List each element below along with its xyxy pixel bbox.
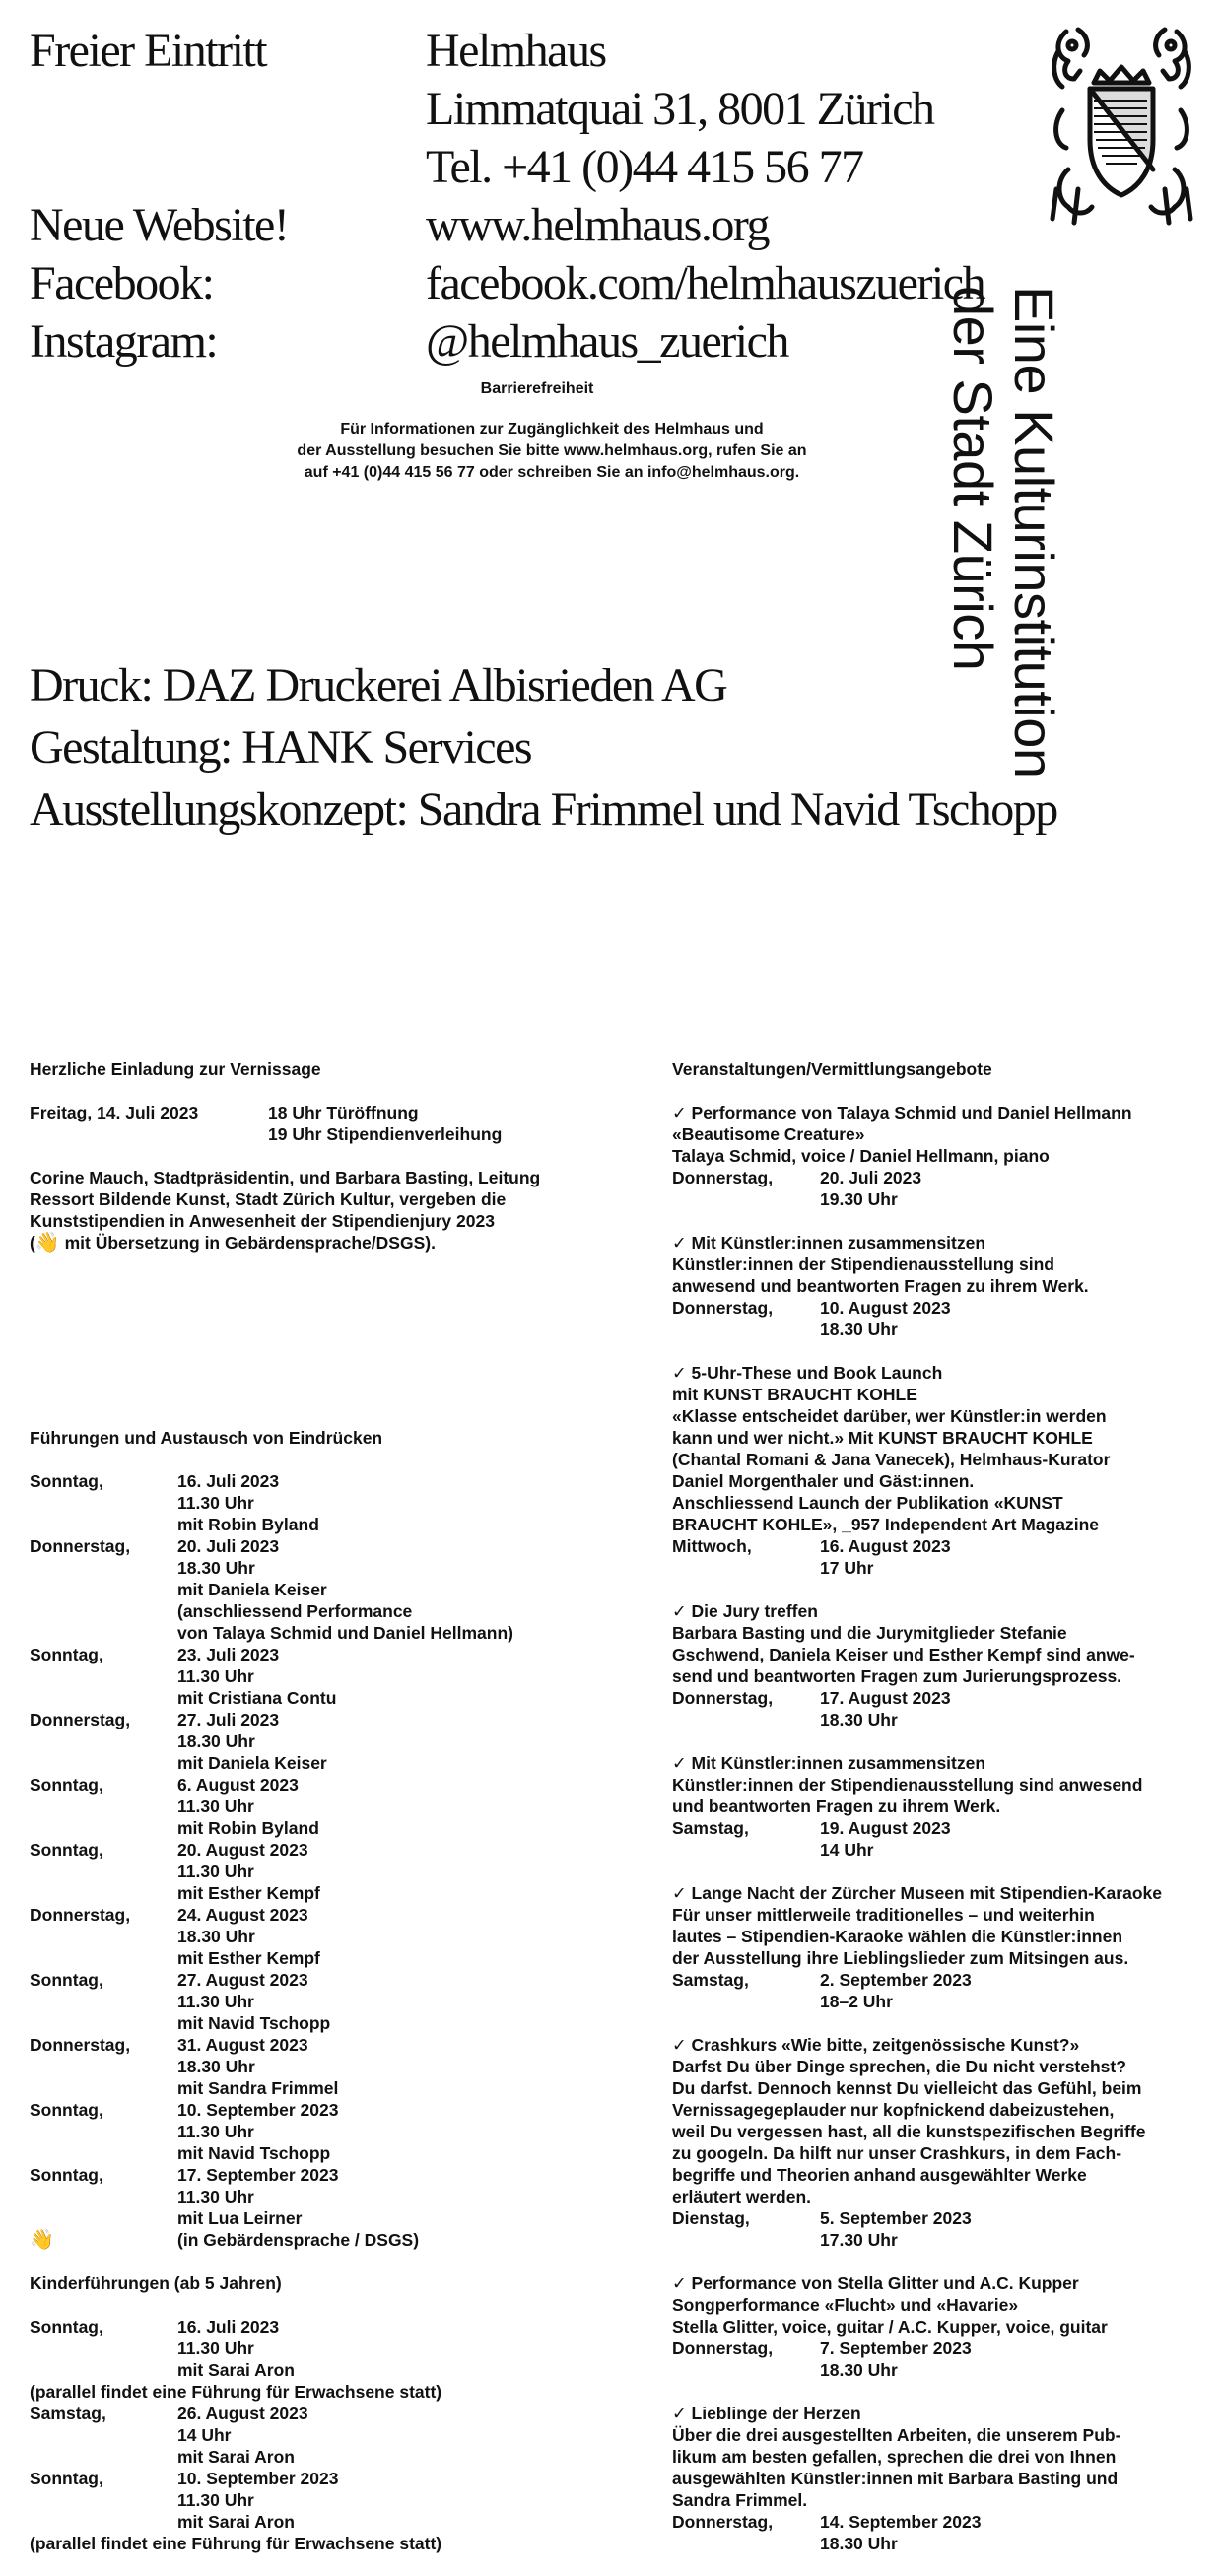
tour-entry — [30, 2164, 621, 2229]
facebook-link[interactable]: facebook.com/helmhauszuerich — [426, 257, 985, 309]
tour-entry — [30, 1470, 621, 1535]
sign-language-hand-icon: 👋 — [30, 2229, 54, 2251]
tour-time: 11.30 Uhr — [177, 1493, 254, 1513]
event-title: ✓ Die Jury treffen — [672, 1601, 818, 1621]
tour-day: Sonntag, — [30, 1970, 103, 1990]
kids-details — [177, 2468, 338, 2533]
tour-entry — [30, 1644, 621, 1709]
event-time-spacer — [672, 1991, 820, 2012]
vernissage-time-1: 18 Uhr Türöffnung — [268, 1103, 419, 1122]
event-date: 20. Juli 2023 — [820, 1168, 922, 1187]
event-time: 14 Uhr — [820, 1840, 874, 1860]
kids-time: 11.30 Uhr — [177, 2339, 254, 2358]
tour-guide: mit Esther Kempf — [177, 1948, 320, 1968]
event-date-row — [672, 1535, 1212, 1557]
tour-entry — [30, 1774, 621, 1839]
event-text: Vernissagegeplauder nur kopfnickend dabeizustehen, — [672, 2100, 1115, 2120]
event-item — [672, 2034, 1212, 2251]
event-date-row — [672, 1167, 1212, 1188]
event-title: ✓ Performance von Stella Glitter und A.C. Kupper — [672, 2273, 1079, 2293]
tour-entry — [30, 1535, 621, 1644]
event-text: BRAUCHT KOHLE», _957 Independent Art Magazine — [672, 1515, 1100, 1534]
event-time: 18.30 Uhr — [820, 2360, 898, 2380]
event-time: 18.30 Uhr — [820, 1320, 898, 1339]
event-date: 19. August 2023 — [820, 1818, 951, 1838]
website-label: Neue Website! — [30, 199, 289, 251]
tour-time: 11.30 Uhr — [177, 2122, 254, 2141]
accessibility-text: Für Informationen zur Zugänglichkeit des Helmhaus und der Ausstellung besuchen Sie bitte www.helmhaus.org, rufen Sie an auf +41 (0)44 415 56 77 oder schreiben Sie an info@helmhaus.org. — [297, 421, 807, 481]
tour-day: Sonntag, — [30, 2165, 103, 2185]
event-day: Samstag, — [672, 1970, 749, 1990]
event-title: ✓ Crashkurs «Wie bitte, zeitgenössische Kunst?» — [672, 2035, 1080, 2055]
event-date: 14. September 2023 — [820, 2512, 982, 2532]
event-time-spacer — [672, 1709, 820, 1730]
tour-day: Sonntag, — [30, 1471, 103, 1491]
tour-date: 31. August 2023 — [177, 2035, 308, 2055]
zurich-coat-of-arms-icon — [1049, 22, 1194, 229]
tour-guide: mit Robin Byland — [177, 1818, 319, 1838]
event-time: 18.30 Uhr — [820, 2534, 898, 2553]
tour-guide: (anschliessend Performance — [177, 1601, 413, 1621]
event-title: ✓ Lange Nacht der Zürcher Museen mit Stipendien-Karaoke — [672, 1883, 1162, 1903]
event-day: Samstag, — [672, 1818, 749, 1838]
accessibility-title: Barrierefreiheit — [480, 380, 594, 397]
kids-note: (parallel findet eine Führung für Erwachsene statt) — [30, 2382, 442, 2402]
tour-day: Donnerstag, — [30, 2035, 131, 2055]
tour-guide: mit Navid Tschopp — [177, 2143, 331, 2163]
tour-date: 20. Juli 2023 — [177, 1536, 280, 1556]
tour-details — [177, 1774, 319, 1839]
event-day: Mittwoch, — [672, 1536, 752, 1556]
tour-day: Sonntag, — [30, 1840, 103, 1860]
kids-time: 14 Uhr — [177, 2425, 232, 2445]
event-text: «Beautisome Creature» — [672, 1124, 865, 1144]
event-time-row — [672, 1557, 1212, 1579]
tour-date: 6. August 2023 — [177, 1775, 299, 1795]
event-text: send und beantworten Fragen zum Jurierungsprozess. — [672, 1666, 1122, 1686]
event-title: ✓ 5-Uhr-These und Book Launch — [672, 1363, 943, 1383]
tour-date: 24. August 2023 — [177, 1905, 308, 1925]
event-text: Daniel Morgenthaler und Gäst:innen. — [672, 1471, 975, 1491]
event-time-spacer — [672, 2533, 820, 2554]
tour-time: 11.30 Uhr — [177, 2187, 254, 2206]
tour-time: 11.30 Uhr — [177, 1862, 254, 1881]
tour-time: 18.30 Uhr — [177, 2057, 255, 2076]
tour-details — [177, 1969, 330, 2034]
tour-day: Donnerstag, — [30, 1536, 131, 1556]
tour-guide: mit Lua Leirner — [177, 2208, 303, 2228]
tour-details — [177, 1709, 327, 1774]
event-time-row — [672, 1188, 1212, 1210]
tour-details — [177, 1839, 320, 1904]
tour-details — [177, 1535, 513, 1644]
institution-line-1: Eine Kulturinstitution — [1003, 286, 1065, 779]
facebook-label: Facebook: — [30, 257, 214, 309]
venue-phone: Tel. +41 (0)44 415 56 77 — [426, 141, 863, 193]
kids-day: Samstag, — [30, 2404, 106, 2423]
event-text: Gschwend, Daniela Keiser und Esther Kempf sind anwe- — [672, 1645, 1135, 1664]
event-text: Darfst Du über Dinge sprechen, die Du nicht verstehst? — [672, 2057, 1126, 2076]
event-day: Donnerstag, — [672, 2512, 774, 2532]
tour-date: 23. Juli 2023 — [177, 1645, 280, 1664]
kids-guide: mit Sarai Aron — [177, 2360, 295, 2380]
tours-list — [30, 1470, 621, 2229]
tour-guide: von Talaya Schmid und Daniel Hellmann) — [177, 1623, 513, 1643]
venue-address: Limmatquai 31, 8001 Zürich — [426, 83, 934, 135]
event-text: kann und wer nicht.» Mit KUNST BRAUCHT KOHLE — [672, 1428, 1093, 1448]
kids-time: 11.30 Uhr — [177, 2490, 254, 2510]
venue-name: Helmhaus — [426, 25, 606, 77]
kids-entry — [30, 2316, 621, 2381]
tour-entry — [30, 2034, 621, 2099]
event-time-row — [672, 2229, 1212, 2251]
event-text: Stella Glitter, voice, guitar / A.C. Kupper, voice, guitar — [672, 2317, 1108, 2337]
tour-date: 17. September 2023 — [177, 2165, 339, 2185]
tours-sign-note-row — [30, 2229, 621, 2251]
institution-line-2: der Stadt Zürich — [942, 286, 1004, 671]
tour-details — [177, 2099, 338, 2164]
event-text: erläutert werden. — [672, 2187, 812, 2206]
event-text: Über die drei ausgestellten Arbeiten, die unserem Pub- — [672, 2425, 1121, 2445]
event-text: Barbara Basting und die Jurymitglieder Stefanie — [672, 1623, 1067, 1643]
tour-time: 11.30 Uhr — [177, 1796, 254, 1816]
tour-guide: mit Sandra Frimmel — [177, 2078, 339, 2098]
website-link[interactable]: www.helmhaus.org — [426, 199, 769, 251]
event-time-row — [672, 1839, 1212, 1861]
events-heading: Veranstaltungen/Vermittlungsangebote — [672, 1059, 992, 1079]
vernissage-date-row — [30, 1102, 621, 1145]
event-time-spacer — [672, 1319, 820, 1340]
event-date: 10. August 2023 — [820, 1298, 951, 1318]
tour-entry — [30, 1709, 621, 1774]
tour-details — [177, 1904, 320, 1969]
event-date: 17. August 2023 — [820, 1688, 951, 1708]
event-text: Künstler:innen der Stipendienausstellung sind anwesend — [672, 1775, 1143, 1795]
event-text: likum am besten gefallen, sprechen die drei von Ihnen — [672, 2447, 1117, 2467]
kids-date: 16. Juli 2023 — [177, 2317, 280, 2337]
tour-guide: mit Esther Kempf — [177, 1883, 320, 1903]
event-date-row — [672, 2511, 1212, 2533]
tour-date: 10. September 2023 — [177, 2100, 339, 2120]
event-item — [672, 1600, 1212, 1730]
institution-vertical-title — [942, 286, 1064, 779]
events-list — [672, 1102, 1212, 2554]
tours-sign-note: (in Gebärdensprache / DSGS) — [177, 2230, 420, 2250]
event-day: Donnerstag, — [672, 1168, 774, 1187]
tour-entry — [30, 1969, 621, 2034]
event-time-row — [672, 1709, 1212, 1730]
tour-time: 11.30 Uhr — [177, 1666, 254, 1686]
event-date-row — [672, 2207, 1212, 2229]
kids-guide: mit Sarai Aron — [177, 2512, 295, 2532]
event-item — [672, 1752, 1212, 1861]
event-time-row — [672, 2359, 1212, 2381]
tour-guide: mit Daniela Keiser — [177, 1753, 327, 1773]
event-time: 18.30 Uhr — [820, 1710, 898, 1729]
tour-time: 18.30 Uhr — [177, 1558, 255, 1578]
event-date-row — [672, 1297, 1212, 1319]
event-text: Für unser mittlerweile traditionelles – und weiterhin — [672, 1905, 1095, 1925]
event-date: 5. September 2023 — [820, 2208, 972, 2228]
event-title: ✓ Mit Künstler:innen zusammensitzen — [672, 1233, 986, 1253]
instagram-link[interactable]: @helmhaus_zuerich — [426, 315, 788, 368]
kids-entry — [30, 2403, 621, 2468]
credit-concept: Ausstellungskonzept: Sandra Frimmel und Navid Tschopp — [30, 783, 1057, 836]
kids-note: (parallel findet eine Führung für Erwachsene statt) — [30, 2534, 442, 2553]
tour-time: 18.30 Uhr — [177, 1927, 255, 1946]
free-entry-label: Freier Eintritt — [30, 25, 267, 77]
tour-guide: mit Daniela Keiser — [177, 1580, 327, 1599]
tour-guide: mit Cristiana Contu — [177, 1688, 337, 1708]
event-title: ✓ Performance von Talaya Schmid und Daniel Hellmann — [672, 1103, 1132, 1122]
tours-heading: Führungen und Austausch von Eindrücken — [30, 1428, 383, 1448]
event-text: zu googeln. Da hilft nur unser Crashkurs, in dem Fach- — [672, 2143, 1122, 2163]
event-text: Du darfst. Dennoch kennst Du vielleicht das Gefühl, beim — [672, 2078, 1142, 2098]
tour-entry — [30, 2099, 621, 2164]
tour-day: Sonntag, — [30, 1645, 103, 1664]
kids-details — [177, 2316, 295, 2381]
event-item — [672, 1882, 1212, 2012]
tour-details — [177, 2164, 338, 2229]
right-column — [672, 1058, 1212, 2576]
event-time-spacer — [672, 1188, 820, 1210]
vernissage-time-2: 19 Uhr Stipendienverleihung — [268, 1124, 503, 1144]
event-date-row — [672, 2338, 1212, 2359]
tour-day: Donnerstag, — [30, 1905, 131, 1925]
vernissage-date: Freitag, 14. Juli 2023 — [30, 1103, 199, 1122]
event-item — [672, 1232, 1212, 1340]
event-text: Sandra Frimmel. — [672, 2490, 808, 2510]
event-title: ✓ Mit Künstler:innen zusammensitzen — [672, 1753, 986, 1773]
kids-heading: Kinderführungen (ab 5 Jahren) — [30, 2273, 282, 2293]
event-text: lautes – Stipendien-Karaoke wählen die Künstler:innen — [672, 1927, 1123, 1946]
event-time: 18–2 Uhr — [820, 1992, 893, 2011]
event-time-spacer — [672, 2359, 820, 2381]
event-item — [672, 1362, 1212, 1579]
tour-entry — [30, 1839, 621, 1904]
event-item — [672, 2403, 1212, 2554]
kids-details — [177, 2403, 308, 2468]
event-date: 2. September 2023 — [820, 1970, 972, 1990]
event-date-row — [672, 1817, 1212, 1839]
event-day: Donnerstag, — [672, 2339, 774, 2358]
event-time: 19.30 Uhr — [820, 1189, 898, 1209]
tour-day: Sonntag, — [30, 1775, 103, 1795]
event-text: Talaya Schmid, voice / Daniel Hellmann, piano — [672, 1146, 1050, 1166]
sign-language-hand-icon: 👋 — [34, 1232, 60, 1254]
event-title: ✓ Lieblinge der Herzen — [672, 2404, 861, 2423]
tour-details — [177, 1644, 336, 1709]
event-item — [672, 1102, 1212, 1210]
event-text: und beantworten Fragen zu ihrem Werk. — [672, 1796, 1001, 1816]
event-text: mit KUNST BRAUCHT KOHLE — [672, 1385, 917, 1404]
event-day: Dienstag, — [672, 2208, 750, 2228]
kids-day: Sonntag, — [30, 2317, 103, 2337]
tour-day: Donnerstag, — [30, 1710, 131, 1729]
event-text: Songperformance «Flucht» und «Havarie» — [672, 2295, 1019, 2315]
tour-date: 16. Juli 2023 — [177, 1471, 280, 1491]
tour-date: 20. August 2023 — [177, 1840, 308, 1860]
tour-time: 11.30 Uhr — [177, 1992, 254, 2011]
tour-day: Sonntag, — [30, 2100, 103, 2120]
kids-list — [30, 2316, 621, 2554]
credit-design: Gestaltung: HANK Services — [30, 721, 532, 774]
event-date-row — [672, 1687, 1212, 1709]
event-text: der Ausstellung ihre Lieblingslieder zum Mitsingen aus. — [672, 1948, 1129, 1968]
credit-print: Druck: DAZ Druckerei Albisrieden AG — [30, 659, 727, 712]
tour-guide: mit Robin Byland — [177, 1515, 319, 1534]
tour-details — [177, 1470, 319, 1535]
vernissage-heading: Herzliche Einladung zur Vernissage — [30, 1059, 321, 1079]
event-text: Anschliessend Launch der Publikation «KUNST — [672, 1493, 1063, 1513]
tour-date: 27. Juli 2023 — [177, 1710, 280, 1729]
event-date: 7. September 2023 — [820, 2339, 972, 2358]
event-text: Künstler:innen der Stipendienausstellung sind — [672, 1254, 1054, 1274]
kids-guide: mit Sarai Aron — [177, 2447, 295, 2467]
event-time: 17 Uhr — [820, 1558, 874, 1578]
tour-entry — [30, 1904, 621, 1969]
event-text: weil Du vergessen hast, all die kunstspezifischen Begriffe — [672, 2122, 1146, 2141]
event-text: ausgewählten Künstler:innen mit Barbara Basting und — [672, 2469, 1119, 2488]
event-text: anwesend und beantworten Fragen zu ihrem Werk. — [672, 1276, 1089, 1296]
event-day: Donnerstag, — [672, 1688, 774, 1708]
kids-entry — [30, 2468, 621, 2533]
kids-day: Sonntag, — [30, 2469, 103, 2488]
event-date: 16. August 2023 — [820, 1536, 951, 1556]
event-time-spacer — [672, 1839, 820, 1861]
event-item — [672, 2272, 1212, 2381]
event-time-row — [672, 1991, 1212, 2012]
event-time: 17.30 Uhr — [820, 2230, 898, 2250]
event-time-spacer — [672, 2229, 820, 2251]
event-text: «Klasse entscheidet darüber, wer Künstler:in werden — [672, 1406, 1107, 1426]
event-time-row — [672, 1319, 1212, 1340]
left-column — [30, 1058, 621, 2554]
tour-details — [177, 2034, 338, 2099]
event-date-row — [672, 1969, 1212, 1991]
tour-time: 18.30 Uhr — [177, 1731, 255, 1751]
tour-guide: mit Navid Tschopp — [177, 2013, 331, 2033]
kids-date: 26. August 2023 — [177, 2404, 308, 2423]
kids-date: 10. September 2023 — [177, 2469, 339, 2488]
vernissage-description: Corine Mauch, Stadtpräsidentin, und Barbara Basting, Leitung Ressort Bildende Kunst, Stadt Zürich Kultur, vergeben die Kunststipendien in Anwesenheit der Stipendienjury 2023 (👋 mit Übersetzung in Gebärdensprache/DSGS). — [30, 1168, 541, 1254]
event-time-spacer — [672, 1557, 820, 1579]
instagram-label: Instagram: — [30, 315, 218, 368]
tour-date: 27. August 2023 — [177, 1970, 308, 1990]
event-text: (Chantal Romani & Jana Vanecek), Helmhaus-Kurator — [672, 1450, 1111, 1469]
event-day: Donnerstag, — [672, 1298, 774, 1318]
event-text: begriffe und Theorien anhand ausgewählter Werke — [672, 2165, 1087, 2185]
event-time-row — [672, 2533, 1212, 2554]
